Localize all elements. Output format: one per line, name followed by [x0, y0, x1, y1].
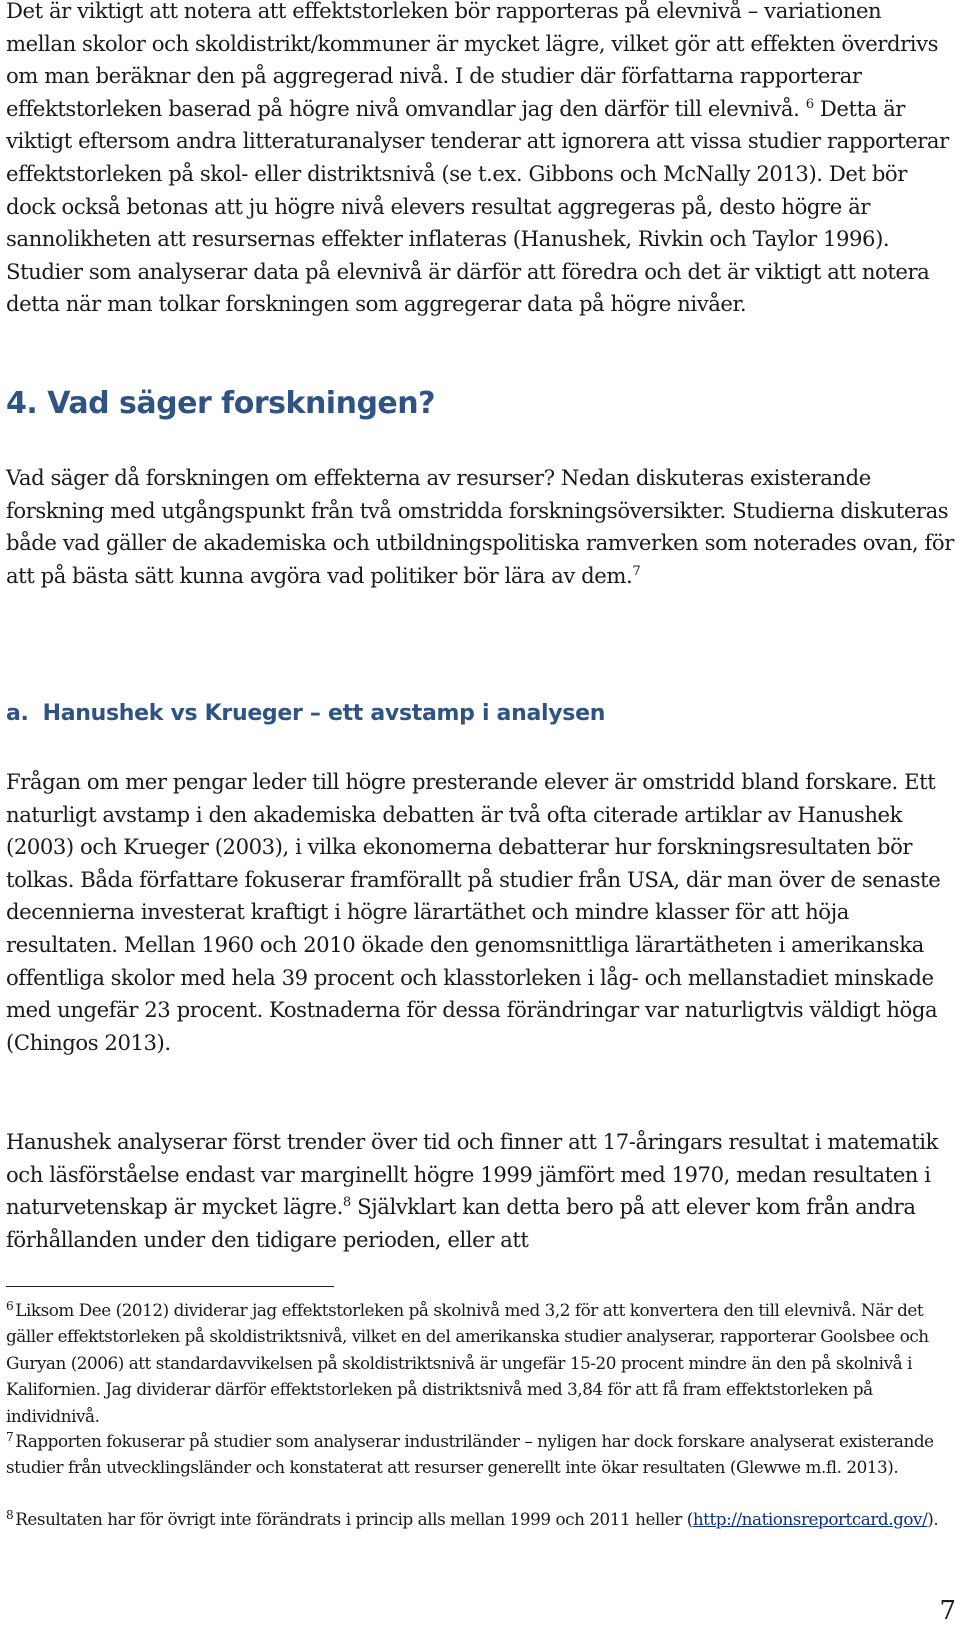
nationsreportcard-link[interactable]: http://nationsreportcard.gov/ — [692, 1509, 928, 1529]
section-heading-4: 4. Vad säger forskningen? — [6, 386, 436, 421]
footnote-ref-6[interactable]: 6 — [805, 96, 814, 112]
footnote-6: $^6$ Liksom Dee (2012) dividerar jag effektstorleken på skolnivå med 3,2 för att konvertera den till elevnivå. När det gäller effektstorleken på skoldistriktsnivå, vilket en del amerikanska studier analyserar, rapporterar Goolsbee och Guryan (2006) att standardavvikelsen på skoldistriktsnivå är ungefär 15-20 procent mindre än den på skolnivå i Kalifornien. Jag dividerar därför effektstorleken på distriktsnivå med 3,84 för att få fram effektstorleken på individnivå. — [6, 1298, 929, 1426]
footnote-8: $^8$ Resultaten har för övrigt inte förändrats i princip alls mellan 1999 och 2011 heller (http://nationsreportcard.gov/). — [6, 1507, 939, 1529]
paragraph-effect-size: Det är viktigt att notera att effektstorleken bör rapporteras på elevnivå – variationen mellan skolor och skoldistrikt/kommuner är mycket lägre, vilket gör att effekten överdrivs om man beräknar den på aggregerad nivå. I de studier där författarna rapporterar effektstorleken baserad på högre nivå omvandlar jag den därför till elevnivå. $^6$ Detta är viktigt eftersom andra litteraturanalyser tenderar att ignorera att vissa studier rapporterar effektstorleken på skol- eller distriktsnivå (se t.ex. Gibbons och McNally 2013). Det bör dock också betonas att ju högre nivå elevers resultat aggregeras på, desto högre är sannolikheten att resursernas effekter inflateras (Hanushek, Rivkin och Taylor 1996). Studier som analyserar data på elevnivå är därför att föredra och det är viktigt att notera detta när man tolkar forskningen som aggregerar data på högre nivåer. — [6, 0, 949, 317]
subsection-heading-a: a. Hanushek vs Krueger – ett avstamp i analysen — [6, 701, 606, 726]
paragraph-hanushek-krueger: Frågan om mer pengar leder till högre presterande elever är omstridd bland forskare. Ett naturligt avstamp i den akademiska debatten är två ofta citerade artiklar av Hanushek (2003) och Krueger (2003), i vilka ekonomerna debatterar hur forskningsresultaten bör tolkas. Båda författare fokuserar framförallt på studier från USA, där man över de senaste decennierna investerat kraftigt i högre lärartäthet och mindre klasser för att höja resultaten. Mellan 1960 och 2010 ökade den genomsnittliga lärartätheten i amerikanska offentliga skolor med hela 39 procent och klasstorleken i låg- och mellanstadiet minskade med ungefär 23 procent. Kostnaderna för dessa förändringar var naturligtvis väldigt höga (Chingos 2013). — [6, 769, 941, 1055]
page-number: 7 — [939, 1596, 956, 1626]
footnote-ref-7[interactable]: 7 — [632, 563, 641, 579]
footnote-7: $^7$ Rapporten fokuserar på studier som analyserar industriländer – nyligen har dock forskare analyserat existerande studier från utvecklingsländer och konstaterat att resurser generellt inte ökar resultaten (Glewwe m.fl. 2013). — [6, 1429, 934, 1478]
paragraph-hanushek-trends: Hanushek analyserar först trender över tid och finner att 17-åringars resultat i matematik och läsförståelse endast var marginellt högre 1999 jämfört med 1970, medan resultaten i naturvetenskap är mycket lägre.$^8$ Självklart kan detta bero på att elever kom från andra förhållanden under den tidigare perioden, eller att — [6, 1129, 939, 1252]
footnote-ref-8[interactable]: 8 — [342, 1195, 351, 1211]
paragraph-research-intro: Vad säger då forskningen om effekterna av resurser? Nedan diskuteras existerande forskning med utgångspunkt från två omstridda forskningsöversikter. Studierna diskuteras både vad gäller de akademiska och utbildningspolitiska ramverken som noterades ovan, för att på bästa sätt kunna avgöra vad politiker bör lära av dem.$^7$ — [6, 465, 954, 588]
footnote-separator — [6, 1286, 334, 1287]
